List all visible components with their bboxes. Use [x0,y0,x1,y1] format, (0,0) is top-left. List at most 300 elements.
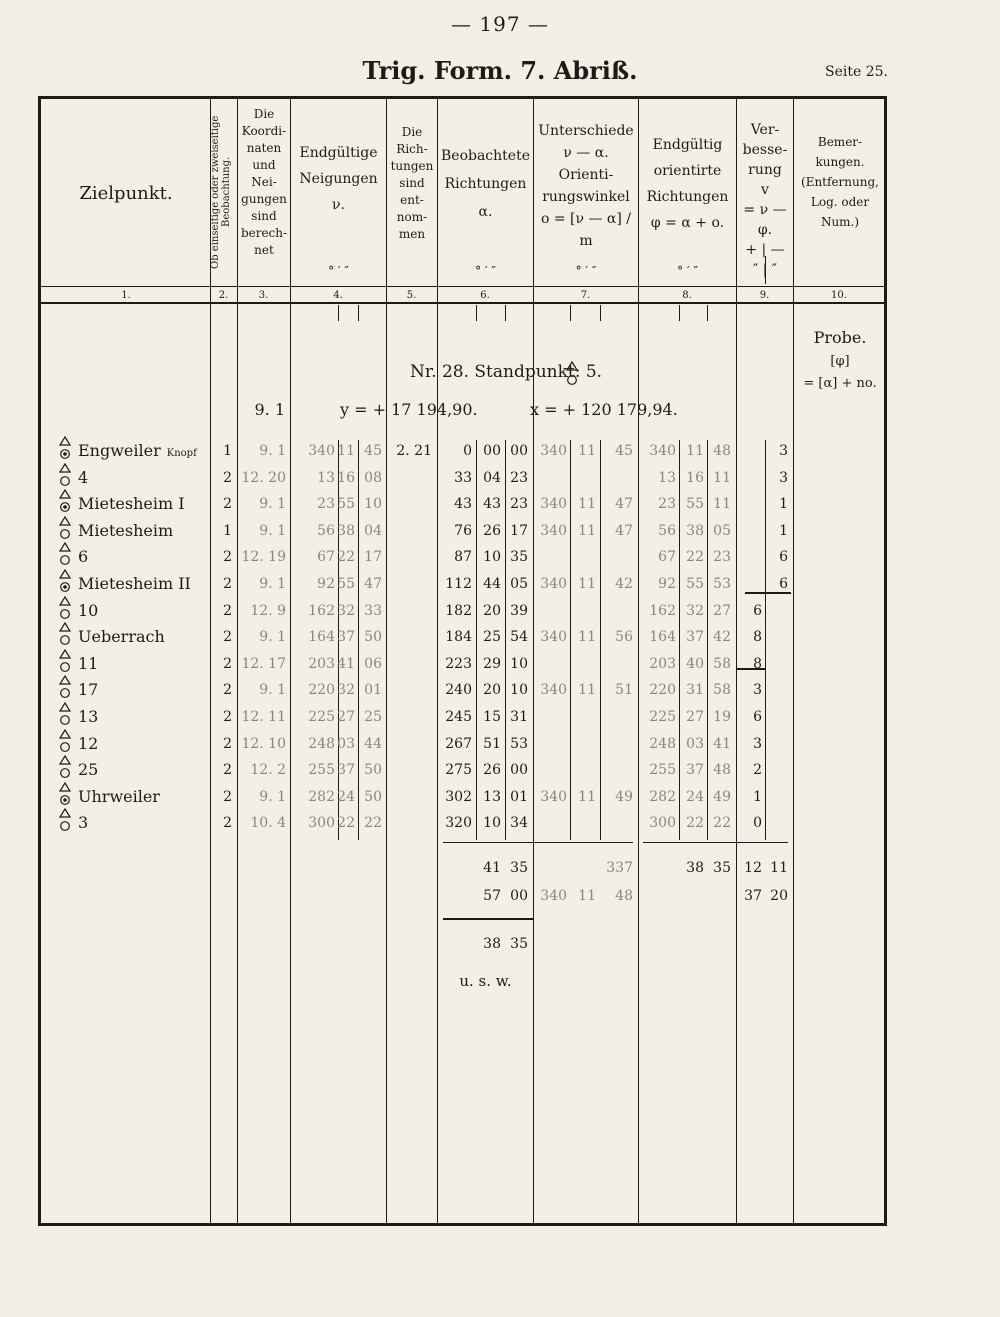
cell-n-deg: 56 [317,523,335,539]
cell-p-deg: 248 [649,736,676,752]
cell-a-min: 26 [483,762,501,778]
cell-a-sec: 34 [510,815,528,831]
cell-n-min: 03 [337,736,355,752]
cell-c2: 2 [223,736,232,752]
cell-n-sec: 45 [364,443,382,459]
subcolumn-tick [505,305,506,321]
triangle-circle-icon [58,436,72,460]
row-name: 10 [78,601,99,620]
station-triangle-circle-icon [565,361,579,387]
cell-d-deg: 340 [540,682,567,698]
station-text: Nr. 28. Standpunkt: 5. [410,362,603,382]
probe-line-1: [φ] [830,354,850,369]
header-line: Ver- [750,122,780,138]
total-vm: 20 [770,888,788,904]
header-line: gungen [241,192,287,206]
cell-p-deg: 92 [658,576,676,592]
subcolumn-tick [707,305,708,321]
cell-c2: 2 [223,629,232,645]
cell-p-sec: 22 [713,815,731,831]
cell-c3: 10. 4 [250,815,286,831]
column-number: 6. [480,290,490,301]
cell-d-sec: 51 [615,682,633,698]
cell-n-deg: 162 [308,603,335,619]
row-name: Engweiler Knopf [78,441,197,460]
triangle-circle-icon [58,569,72,593]
cell-vp: 2 [753,762,762,778]
sum-rule [643,842,788,843]
cell-c2: 2 [223,576,232,592]
page-reference: Seite 25. [825,64,888,80]
header-orientirte-richtungen [639,132,736,236]
table-row [0,627,1000,653]
cell-a-sec: 23 [510,470,528,486]
cell-n-sec: 44 [364,736,382,752]
cell-p-min: 37 [686,629,704,645]
cell-c3: 12. 10 [241,736,286,752]
cell-c3: 9. 1 [259,523,286,539]
cell-d-deg: 340 [540,629,567,645]
header-line: φ = α + o. [650,215,725,231]
cell-c3: 9. 1 [259,682,286,698]
cell-c2: 1 [223,523,232,539]
cell-n-min: 41 [337,656,355,672]
total-vp: 12 [744,860,762,876]
cell-d-sec: 42 [615,576,633,592]
cell-a-sec: 05 [510,576,528,592]
header-line: v [761,182,769,198]
und-so-weiter: u. s. w. [459,972,512,990]
cell-c3: 9. 1 [259,789,286,805]
cell-a-min: 00 [483,443,501,459]
row-name: 3 [78,813,89,832]
cell-d-sec: 56 [615,629,633,645]
cell-n-sec: 22 [364,815,382,831]
cell-p-deg: 162 [649,603,676,619]
units-beobachtete: ° ′ ″ [475,264,496,278]
form-title: Trig. Form. 7. Abriß. [362,56,638,85]
cell-d-sec: 45 [615,443,633,459]
header-koordinaten [238,106,290,259]
cell-a-min: 15 [483,709,501,725]
header-line: nom- [396,210,428,224]
header-line: α. [478,204,493,220]
cell-a-sec: 00 [510,443,528,459]
cell-n-deg: 67 [317,549,335,565]
row-name: 4 [78,468,89,487]
header-neigungen [291,140,386,218]
cell-n-deg: 23 [317,496,335,512]
cell-p-sec: 49 [713,789,731,805]
header-line: Bemer- [817,135,863,149]
row-name: 6 [78,547,89,566]
header-line: net [254,243,274,257]
cell-a-min: 10 [483,815,501,831]
cell-p-deg: 203 [649,656,676,672]
triangle-circle-icon [58,463,72,487]
cell-p-min: 55 [686,496,704,512]
cell-a-sec: 54 [510,629,528,645]
cell-c2: 2 [223,789,232,805]
column-number: 8. [682,290,692,301]
cell-n-deg: 13 [317,470,335,486]
triangle-circle-icon [58,596,72,620]
cell-a-sec: 35 [510,549,528,565]
row-name: Mietesheim II [78,574,191,593]
triangle-circle-icon [58,702,72,726]
cell-c2: 2 [223,709,232,725]
sum-rule [443,918,533,920]
cell-p-sec: 05 [713,523,731,539]
cell-vm: 3 [779,443,788,459]
row-name: 13 [78,707,99,726]
header-line: rungswinkel [542,189,630,205]
table-row [0,680,1000,706]
total-d-sec: 337 [606,860,633,876]
cell-d-sec: 49 [615,789,633,805]
cell-p-deg: 56 [658,523,676,539]
cell-p-deg: 340 [649,443,676,459]
cell-n-sec: 06 [364,656,382,672]
header-line: ″ | ″ [752,262,778,278]
header-line: Richtungen [646,189,729,205]
table-row [0,787,1000,813]
cell-p-sec: 23 [713,549,731,565]
total-vm: 11 [770,860,788,876]
table-row [0,494,1000,520]
subcolumn-tick [679,305,680,321]
cell-c3: 12. 2 [250,762,286,778]
cell-p-deg: 225 [649,709,676,725]
cell-n-min: 22 [337,815,355,831]
cell-a-min: 20 [483,603,501,619]
cell-p-min: 40 [686,656,704,672]
cell-p-deg: 164 [649,629,676,645]
header-line: tungen [390,159,434,173]
cell-n-min: 37 [337,762,355,778]
cell-n-sec: 04 [364,523,382,539]
cell-a-deg: 302 [445,789,472,805]
cell-a-min: 51 [483,736,501,752]
cell-p-deg: 13 [658,470,676,486]
cell-n-deg: 300 [308,815,335,831]
cell-a-min: 20 [483,682,501,698]
header-line: ν. [332,197,345,213]
header-beobachtung: Ob einseitige oder zweiseitige Beobachtung. [210,115,232,269]
cell-a-min: 10 [483,549,501,565]
cell-vp: 1 [753,789,762,805]
cell-d-min: 11 [578,682,596,698]
cell-p-deg: 300 [649,815,676,831]
header-line: Log. oder [810,195,870,209]
cell-a-sec: 00 [510,762,528,778]
cell-a-min: 13 [483,789,501,805]
cell-c3: 12. 20 [241,470,286,486]
table-row [0,654,1000,680]
table-row [0,813,1000,839]
probe-line-2: = [α] + no. [803,376,877,391]
cell-n-sec: 08 [364,470,382,486]
header-line: und [252,158,276,172]
cell-a-min: 44 [483,576,501,592]
cell-a-deg: 112 [445,576,472,592]
cell-vp: 8 [753,656,762,672]
triangle-circle-icon [58,516,72,540]
table-row [0,441,1000,467]
header-zielpunkt: Zielpunkt. [79,183,173,204]
cell-c2: 1 [223,443,232,459]
header-line: o = [ν — α] / m [540,211,631,249]
sum-rule [443,842,533,843]
cell-a-deg: 245 [445,709,472,725]
cell-n-min: 55 [337,576,355,592]
cell-n-min: 37 [337,629,355,645]
row-name: 17 [78,680,99,699]
cell-n-sec: 10 [364,496,382,512]
row-name: Mietesheim I [78,494,185,513]
coord-reference: 9. 1 [254,400,285,419]
cell-n-sec: 47 [364,576,382,592]
cell-n-deg: 220 [308,682,335,698]
cell-n-deg: 225 [308,709,335,725]
total-p-min: 38 [686,860,704,876]
cell-vm: 1 [779,523,788,539]
column-number: 9. [759,290,770,301]
cell-n-min: 38 [337,523,355,539]
cell-c2: 2 [223,682,232,698]
cell-c2: 2 [223,815,232,831]
cell-c3: 12. 17 [241,656,286,672]
cell-c3: 9. 1 [259,443,286,459]
header-line: Koordi- [241,124,287,138]
column-number: 10. [831,290,847,301]
total-d-min: 11 [578,888,596,904]
cell-c3: 12. 9 [250,603,286,619]
total-a-sec: 00 [510,888,528,904]
cell-d-sec: 47 [615,496,633,512]
cell-d-deg: 340 [540,443,567,459]
header-bemerkungen [794,132,886,232]
cell-a-sec: 23 [510,496,528,512]
cell-n-min: 55 [337,496,355,512]
header-beobachtete-richtungen [438,142,533,226]
cell-p-min: 32 [686,603,704,619]
column-number: 5. [406,290,417,301]
cell-n-sec: 17 [364,549,382,565]
cell-c2: 2 [223,603,232,619]
cell-a-min: 04 [483,470,501,486]
cell-d-min: 11 [578,496,596,512]
cell-c3: 9. 1 [259,576,286,592]
probe-title: Probe. [813,328,867,347]
column-number: 1. [121,290,131,301]
cell-a-sec: 01 [510,789,528,805]
header-line: naten [246,141,282,155]
total-a-sec: 35 [510,936,528,952]
subcolumn-tick [358,305,359,321]
header-line: Die [401,125,423,139]
header-line: kungen. [815,155,865,169]
cell-p-deg: 220 [649,682,676,698]
cell-p-sec: 11 [713,496,731,512]
cell-n-deg: 203 [308,656,335,672]
row-name: Uhrweiler [78,787,160,806]
cell-n-min: 24 [337,789,355,805]
header-rule [40,286,885,287]
header-line: orientirte [653,163,722,179]
row-name: Mietesheim [78,521,174,540]
cell-a-deg: 43 [454,496,472,512]
cell-p-sec: 53 [713,576,731,592]
cell-p-min: 55 [686,576,704,592]
total-a-min: 38 [483,936,501,952]
cell-a-min: 25 [483,629,501,645]
cell-n-sec: 50 [364,789,382,805]
header-verbesserung [737,120,793,280]
cell-a-sec: 53 [510,736,528,752]
column-number: 2. [218,290,229,301]
cell-n-min: 16 [337,470,355,486]
table-row [0,601,1000,627]
cell-p-min: 03 [686,736,704,752]
header-line: ent- [400,193,424,207]
column-number: 4. [333,290,343,301]
total-a-min: 57 [483,888,501,904]
cell-c2: 2 [223,656,232,672]
coord-x: x = + 120 179,94. [530,400,678,419]
table-row [0,547,1000,573]
cell-a-min: 26 [483,523,501,539]
header-line: ν — α. [563,145,609,161]
cell-vp: 6 [753,709,762,725]
cell-n-sec: 25 [364,709,382,725]
total-d-sec: 48 [615,888,633,904]
triangle-circle-icon [58,622,72,646]
cell-n-sec: 33 [364,603,382,619]
triangle-circle-icon [58,489,72,513]
cell-a-min: 29 [483,656,501,672]
cell-a-sec: 17 [510,523,528,539]
cell-vp: 0 [753,815,762,831]
cell-vm: 6 [779,576,788,592]
triangle-circle-icon [58,542,72,566]
header-line: Die [253,107,275,121]
cell-p-min: 16 [686,470,704,486]
header-line: sind [251,209,277,223]
cell-n-deg: 164 [308,629,335,645]
cell-a-sec: 10 [510,656,528,672]
triangle-circle-icon [58,675,72,699]
cell-a-deg: 76 [454,523,472,539]
cell-a-deg: 223 [445,656,472,672]
cell-a-sec: 39 [510,603,528,619]
header-line: sind [399,176,425,190]
cell-p-min: 27 [686,709,704,725]
triangle-circle-icon [58,755,72,779]
cell-vm: 3 [779,470,788,486]
header-line: Unterschiede [538,123,634,139]
header-line: + | — [745,242,785,258]
cell-n-min: 11 [337,443,355,459]
cell-p-sec: 48 [713,762,731,778]
subcolumn-tick [570,305,571,321]
column-number: 3. [258,290,269,301]
cell-p-sec: 27 [713,603,731,619]
cell-p-min: 22 [686,549,704,565]
cell-p-deg: 255 [649,762,676,778]
header-line: = ν — φ. [743,202,787,238]
header-line: Rich- [396,142,428,156]
cell-p-sec: 19 [713,709,731,725]
header-line: besse- [742,142,788,158]
page-number: — 197 — [451,12,549,36]
cell-p-min: 31 [686,682,704,698]
cell-d-deg: 340 [540,789,567,805]
column-number: 7. [580,290,591,301]
cell-n-min: 27 [337,709,355,725]
cell-n-deg: 92 [317,576,335,592]
header-richtungen-entnommen [387,124,437,243]
row-name-suffix: Knopf [166,448,197,459]
cell-c3: 12. 11 [241,709,286,725]
cell-p-deg: 282 [649,789,676,805]
header-line: Richtungen [444,176,527,192]
cell-n-deg: 255 [308,762,335,778]
units-orientirte: ° ′ ″ [677,264,698,278]
row-name: 11 [78,654,99,673]
cell-c5: 2. 21 [396,443,432,459]
cell-d-deg: 340 [540,576,567,592]
column-number-rule [40,302,885,304]
triangle-circle-icon [58,808,72,832]
cell-n-sec: 50 [364,762,382,778]
cell-p-min: 11 [686,443,704,459]
cell-p-sec: 42 [713,629,731,645]
cell-a-deg: 0 [463,443,472,459]
cell-a-deg: 275 [445,762,472,778]
cell-a-deg: 184 [445,629,472,645]
header-line: berech- [240,226,288,240]
cell-n-min: 22 [337,549,355,565]
table-row [0,468,1000,494]
cell-p-min: 37 [686,762,704,778]
cell-p-min: 38 [686,523,704,539]
cell-n-min: 32 [337,682,355,698]
cell-p-sec: 11 [713,470,731,486]
cell-c2: 2 [223,470,232,486]
sum-rule [533,842,633,843]
cell-a-deg: 267 [445,736,472,752]
total-a-sec: 35 [510,860,528,876]
cell-n-min: 32 [337,603,355,619]
cell-a-min: 43 [483,496,501,512]
header-line: Beobachtete [441,148,530,164]
cell-d-min: 11 [578,443,596,459]
cell-d-min: 11 [578,523,596,539]
header-line: Endgültig [652,137,723,153]
cell-vm: 1 [779,496,788,512]
subcolumn-tick [476,305,477,321]
cell-d-sec: 47 [615,523,633,539]
cell-d-deg: 340 [540,523,567,539]
cell-n-sec: 01 [364,682,382,698]
total-d-deg: 340 [540,888,567,904]
header-line: Num.) [820,215,860,229]
cell-d-min: 11 [578,629,596,645]
cell-a-deg: 182 [445,603,472,619]
cell-c3: 9. 1 [259,496,286,512]
cell-a-deg: 33 [454,470,472,486]
